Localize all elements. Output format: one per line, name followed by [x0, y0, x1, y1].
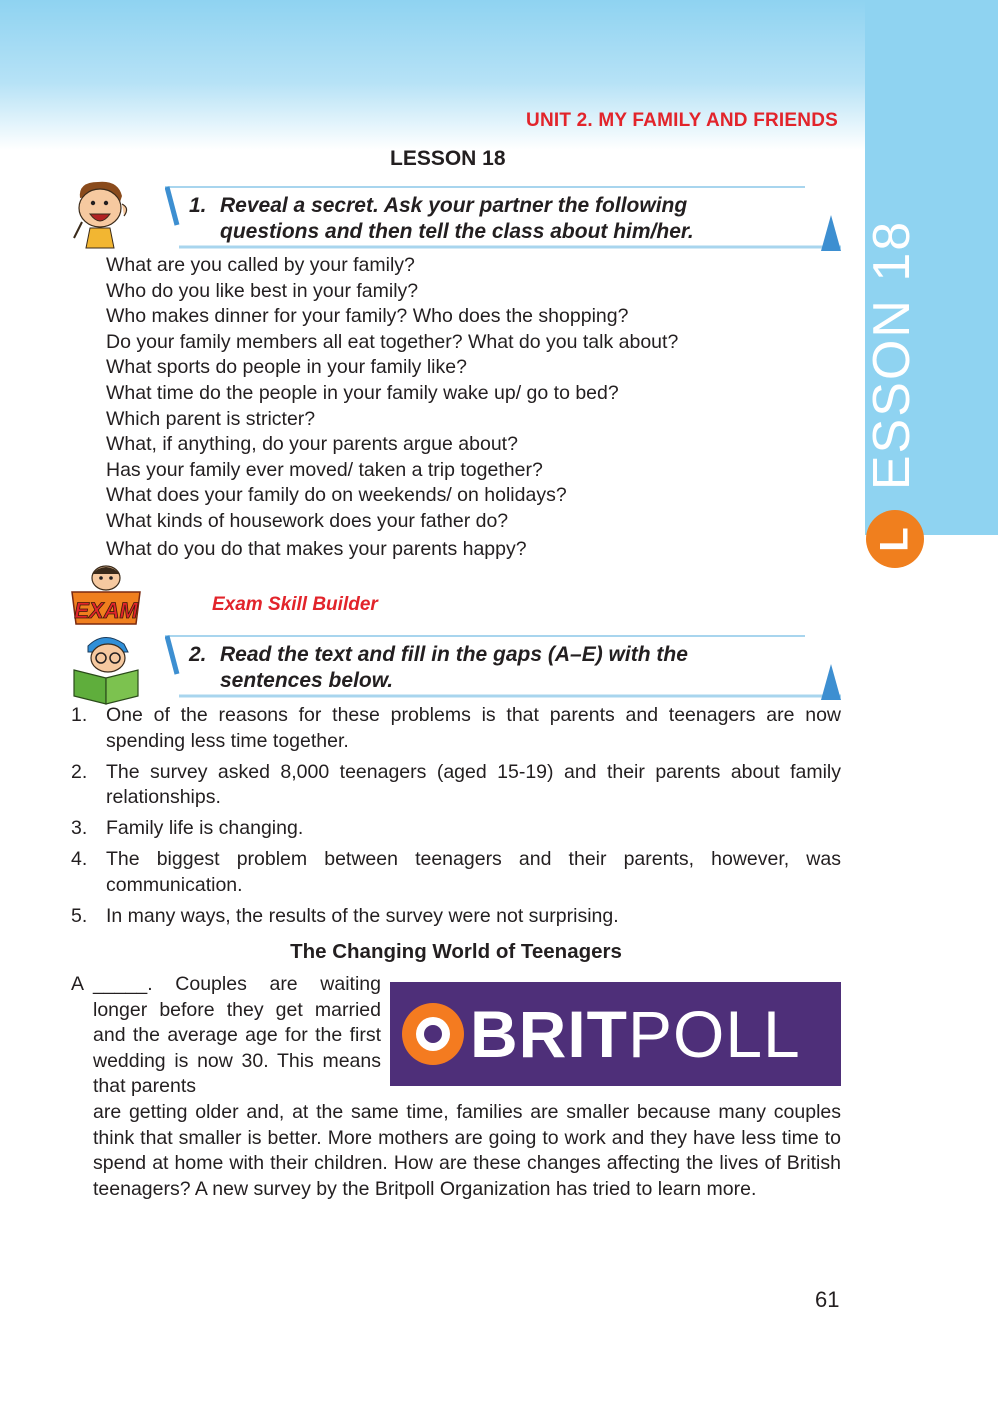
list-item: Do your family members all eat together? What do you talk about? [106, 330, 679, 353]
list-item [71, 703, 841, 754]
list-item: What, if anything, do your parents argue about? [106, 433, 518, 456]
list-item: Has your family ever moved/ taken a trip together? [106, 458, 543, 481]
side-lesson-title [862, 195, 922, 515]
list-item: Who do you like best in your family? [106, 279, 419, 302]
list-item: What kinds of housework does your father do? [106, 509, 509, 532]
side-lesson-initial-badge [866, 510, 924, 568]
sentence-number: 3. [71, 817, 88, 840]
task-2-instruction [189, 642, 809, 694]
task-1-line-1: Reveal a secret. Ask your partner the following [220, 194, 688, 217]
page-number: 61 [815, 1287, 840, 1312]
task-1-number: 1. [189, 194, 207, 217]
list-item: What are you called by your family? [106, 254, 415, 276]
side-lesson-title-text: ESSON 18 [863, 219, 921, 491]
paragraph-letter: A [71, 973, 85, 995]
britpoll-ring-icon [402, 1003, 464, 1065]
sentence-number: 4. [71, 848, 88, 871]
task-2-banner [165, 634, 841, 702]
list-item [71, 760, 841, 811]
task-2-number: 2. [189, 643, 207, 666]
list-item [71, 904, 841, 930]
list-item: Which parent is stricter? [106, 407, 316, 430]
sentence-text: The biggest problem between teenagers and their parents, however, was communication. [106, 848, 841, 897]
list-item: What time do the people in your family wake up/ go to bed? [106, 381, 619, 404]
lesson-title: LESSON 18 [390, 147, 506, 170]
article-title: The Changing World of Teenagers [290, 940, 622, 963]
list-item [71, 847, 841, 898]
britpoll-wordmark: BRITPOLL [470, 997, 801, 1071]
list-item: What sports do people in your family like? [106, 356, 467, 379]
list-item: What do you do that makes your parents happy? [106, 537, 527, 560]
sentence-number: 5. [71, 905, 88, 928]
sentence-number: 2. [71, 760, 88, 783]
task-1-line-2: questions and then tell the class about him/her. [220, 220, 694, 243]
sentence-text: In many ways, the results of the survey were not surprising. [106, 905, 619, 928]
sentence-number: 1. [71, 704, 88, 726]
sentence-text: One of the reasons for these problems is that parents and teenagers are now spending less time together. [106, 704, 841, 752]
sentence-text: Family life is changing. [106, 817, 304, 840]
shouting-boy-icon [68, 178, 132, 250]
task-2-line-1: Read the text and fill in the gaps (A–E) with the [220, 643, 688, 666]
paragraph-full-text: are getting older and, at the same time, families are smaller because many couples think that smaller is better. More mothers are going to work and they have less time to spend at home with their children. How are these changes affecting the lives of British teenagers? A new survey by the Britpoll Organization has tried to learn more. [93, 1100, 841, 1200]
sentence-text: The survey asked 8,000 teenagers (aged 15-19) and their parents about family relationships. [106, 760, 841, 809]
exam-badge-text: EXAM [74, 598, 138, 623]
task-1-instruction [189, 193, 809, 245]
task-2-line-2: sentences below. [220, 669, 394, 692]
side-lesson-initial: L [872, 526, 917, 552]
paragraph-wrap-text: _____. Couples are waiting longer before they get married and the average age for the first wedding is now 30. This means that parents [93, 973, 381, 1098]
exam-badge-icon [66, 564, 146, 632]
list-item: What does your family do on weekends/ on holidays? [106, 484, 567, 507]
task-1-banner [165, 185, 841, 253]
exam-skill-builder-label: Exam Skill Builder [212, 594, 378, 615]
list-item: Who makes dinner for your family? Who does the shopping? [106, 305, 629, 328]
question-list [106, 253, 678, 562]
list-item [71, 816, 841, 842]
unit-title: UNIT 2. MY FAMILY AND FRIENDS [526, 110, 838, 131]
sentence-list [71, 703, 841, 935]
reading-boy-icon [68, 632, 144, 706]
britpoll-logo [390, 982, 841, 1086]
